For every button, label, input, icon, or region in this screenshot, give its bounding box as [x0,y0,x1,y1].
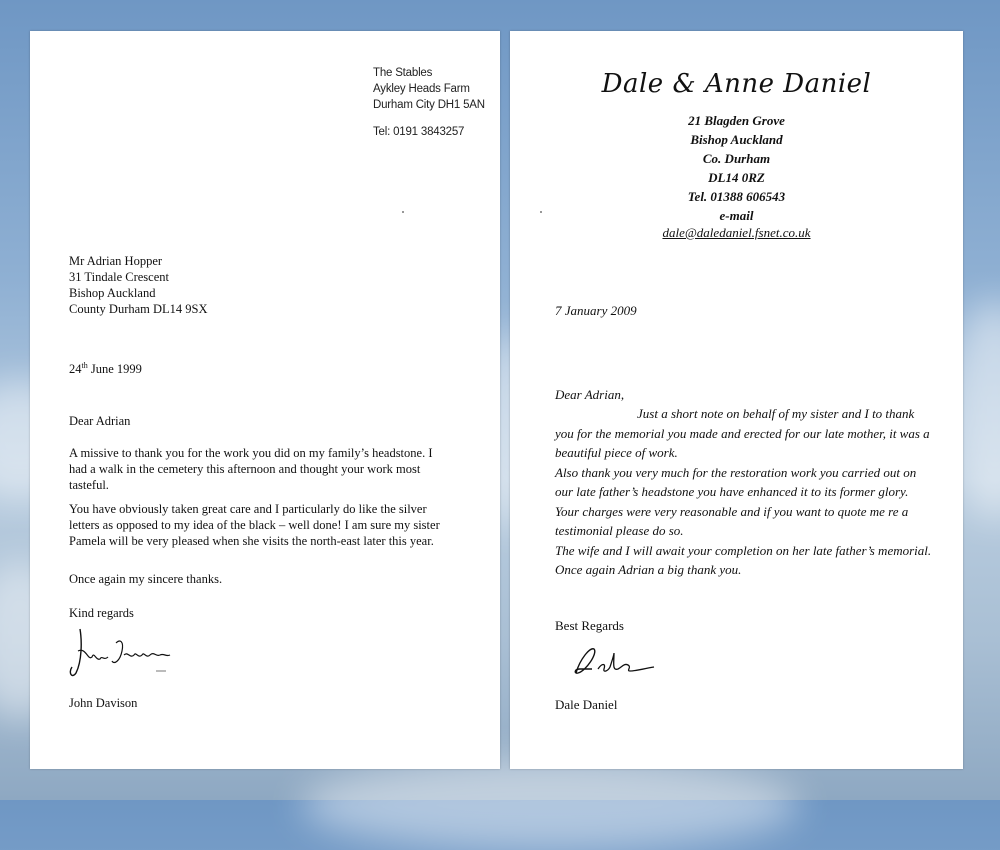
body-line: Just a short note on behalf of my sister and I to thank [637,406,915,421]
address-line: e-mail [719,208,754,223]
letter-date [69,358,142,377]
address-line: Tel. 01388 606543 [687,189,786,204]
body-line: Once again Adrian a big thank you. [555,562,742,577]
address-line: Aykley Heads Farm [373,83,470,95]
greeting: Dear Adrian [69,414,131,428]
signer-name: Dale Daniel [555,697,618,712]
letterhead-title: Dale & Anne Daniel [601,69,872,99]
paragraph: Once again my sincere thanks. [69,572,223,586]
cloud [300,760,800,850]
address-line: Bishop Auckland [690,132,783,147]
recipient-address [69,253,208,317]
recipient-line: County Durham DL14 9SX [69,302,208,316]
signer-name: John Davison [69,696,138,710]
letterhead-address [510,111,963,225]
handwritten-signature [570,639,660,681]
closing: Best Regards [555,618,624,633]
closing: Kind regards [69,606,134,620]
address-line: Durham City DH1 5AN [373,99,485,111]
greeting: Dear Adrian, [555,387,625,402]
recipient-line: Mr Adrian Hopper [69,254,163,268]
sender-address [373,65,485,140]
body-line: beautiful piece of work. [555,445,678,460]
body-line: The wife and I will await your completion on her late father’s memorial. [555,542,932,558]
sender-tel: Tel: 0191 3843257 [373,126,465,138]
date-suffix: th [81,361,88,370]
body-line: Your charges were very reasonable and if you want to quote me re a [555,503,909,519]
address-line: Co. Durham [702,151,771,166]
scan-speck [402,211,404,213]
email-link[interactable]: dale@daledaniel.fsnet.co.uk [662,225,811,240]
recipient-line: Bishop Auckland [69,286,156,300]
date-day: 24 [69,362,82,377]
letter-dale-daniel [510,31,963,769]
handwritten-signature [66,621,176,681]
body-line: testimonial please do so. [555,523,684,538]
date-rest: June 1999 [87,362,142,377]
scan-speck [540,211,542,213]
address-line: DL14 0RZ [708,170,765,185]
letter-body [555,404,950,580]
recipient-line: 31 Tindale Crescent [69,270,169,284]
address-line: The Stables [373,67,433,79]
paragraph: A missive to thank you for the work you did on my family’s headstone. I had a walk in the cemetery this afternoon and thought your work most tasteful. [69,446,433,492]
body-line: Also thank you very much for the restoration work you carried out on [555,464,917,480]
paragraph: You have obviously taken great care and I particularly do like the silver letters as opposed to my idea of the black – well done! I am sure my sister Pamela will be very pleased when she visits the north-east later this year. [69,502,440,548]
body-line: you for the memorial you made and erected for our late mother, it was a [555,425,930,441]
letter-date: 7 January 2009 [555,303,637,318]
letter-john-davison [30,31,500,769]
address-line: 21 Blagden Grove [688,113,785,128]
body-line: our late father’s headstone you have enhanced it to its former glory. [555,484,909,499]
